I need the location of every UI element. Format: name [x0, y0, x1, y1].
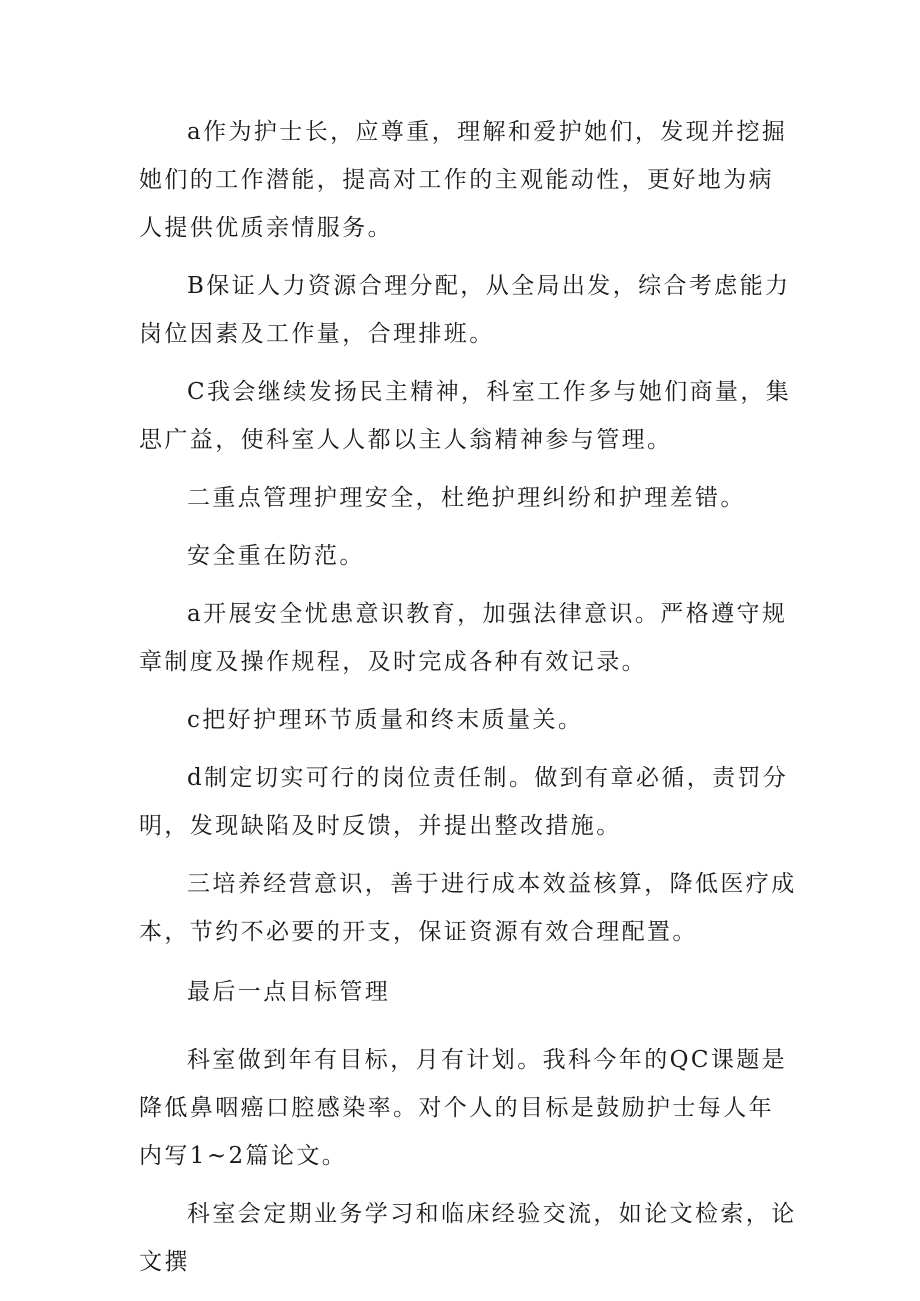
- document-body: [139, 108, 799, 1286]
- paragraph-prevention: 安全重在防范。: [187, 543, 365, 569]
- heading-cost-management: 三培养经营意识，善于进行成本效益核算，降低医疗成本，节约不必要的开支，保证资源有效合理配置。: [139, 871, 797, 945]
- heading-safety: 二重点管理护理安全，杜绝护理纠纷和护理差错。: [187, 485, 746, 511]
- paragraph-responsibility: d制定切实可行的岗位责任制。做到有章必循，责罚分明，发现缺陷及时反馈，并提出整改措施。: [139, 765, 789, 839]
- paragraph-staffing: B保证人力资源合理分配，从全局出发，综合考虑能力岗位因素及工作量，合理排班。: [139, 273, 791, 347]
- paragraph-annual-goals: 科室做到年有目标，月有计划。我科今年的QC课题是降低鼻咽癌口腔感染率。对个人的目标是鼓励护士每人年内写1~2篇论文。: [139, 1047, 788, 1169]
- paragraph-quality-control: c把好护理环节质量和终末质量关。: [187, 707, 584, 733]
- paragraph-respect-nurses: a作为护士长，应尊重，理解和爱护她们，发现并挖掘她们的工作潜能，提高对工作的主观能动性，更好地为病人提供优质亲情服务。: [139, 119, 788, 241]
- heading-goal-management: 最后一点目标管理: [187, 979, 391, 1005]
- paragraph-democracy: C我会继续发扬民主精神，科室工作多与她们商量，集思广益，使科室人人都以主人翁精神参与管理。: [139, 379, 792, 453]
- paragraph-learning-exchange: 科室会定期业务学习和临床经验交流，如论文检索，论文撰: [139, 1201, 797, 1275]
- paragraph-safety-education: a开展安全忧患意识教育，加强法律意识。严格遵守规章制度及操作规程，及时完成各种有效记录。: [139, 601, 788, 675]
